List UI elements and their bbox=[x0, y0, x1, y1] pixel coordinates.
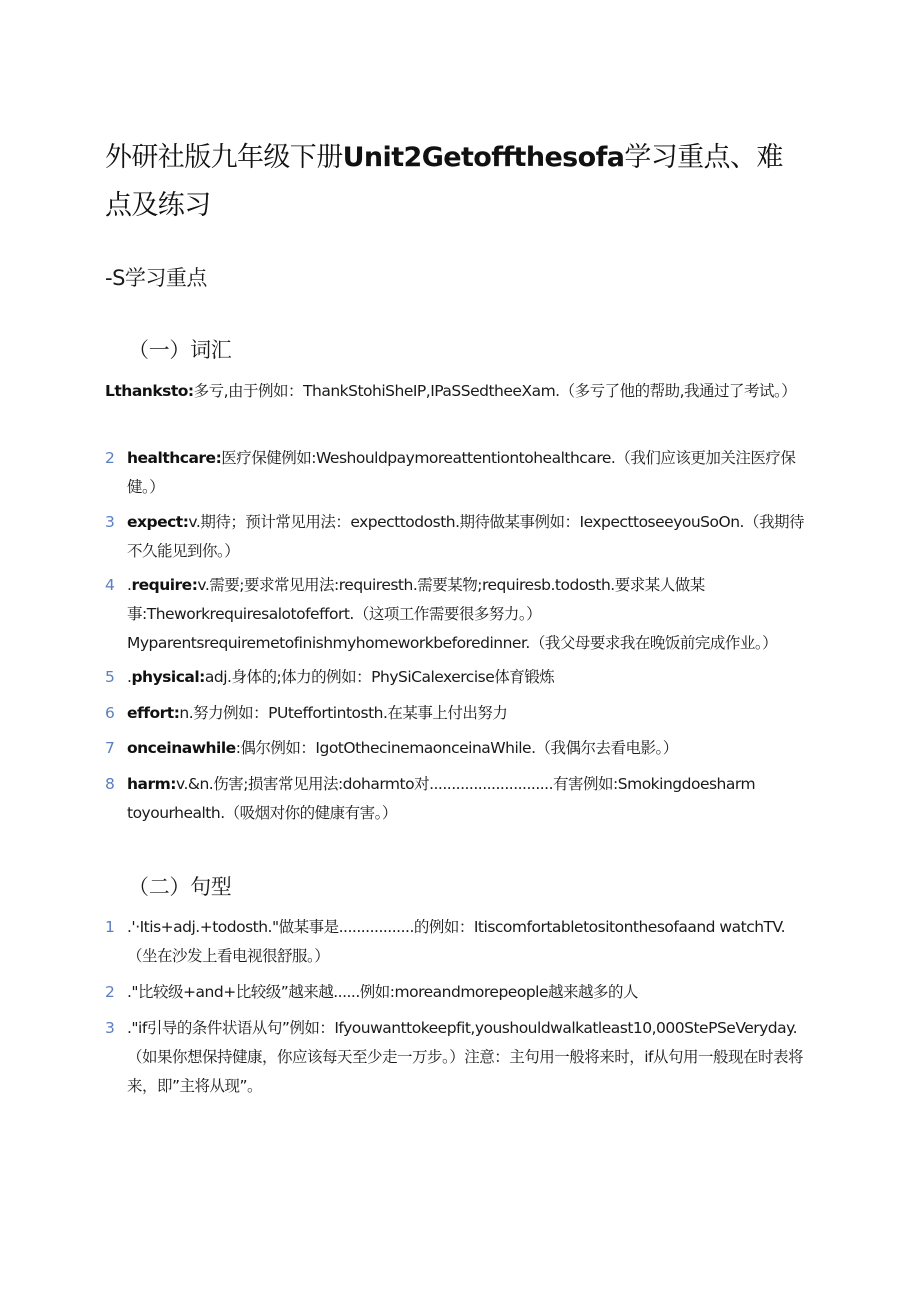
title-unit: Unit2Getoffthesofa bbox=[342, 142, 625, 173]
pattern-text: ."if引导的条件状语从句”例如：Ifyouwanttokeepfit,youshouldwalkatleast10,000StePSeVeryday.（如果你想保持健康，你应该每天至少走一万步。）注意：主句用一般将来时，if从句用一般现在时表将来，即”主将从现”。 bbox=[127, 1019, 804, 1095]
vocab-item bbox=[105, 377, 810, 406]
vocab-term: Lthanksto: bbox=[105, 382, 194, 400]
item-number: 3 bbox=[105, 513, 115, 531]
item-number: 4 bbox=[105, 576, 115, 594]
vocab-item bbox=[105, 770, 810, 828]
item-number: 2 bbox=[105, 983, 115, 1001]
vocab-term: harm: bbox=[127, 775, 176, 793]
item-number: 3 bbox=[105, 1019, 115, 1037]
item-number: 1 bbox=[105, 918, 115, 936]
vocab-item bbox=[105, 734, 810, 763]
vocab-item bbox=[105, 508, 810, 566]
pattern-text: .'·Itis+adj.+todosth."做某事是.................的例如：Itiscomfortabletositonthesofaand watchTV.（坐在沙发上看电视很舒服。） bbox=[127, 918, 786, 965]
item-number: 7 bbox=[105, 739, 115, 757]
vocab-term: effort: bbox=[127, 704, 180, 722]
pattern-item bbox=[105, 1014, 810, 1101]
document-title bbox=[105, 134, 805, 230]
vocab-text: n.努力例如：PUteffortintosth.在某事上付出努力 bbox=[179, 704, 508, 722]
title-prefix: 外研社版九年级下册 bbox=[105, 142, 343, 173]
vocab-text: :偶尔例如：IgotOthecinemaonceinaWhile.（我偶尔去看电影。） bbox=[235, 739, 678, 757]
vocab-term: expect: bbox=[127, 513, 189, 531]
title-suffix: 学习重点、难点及练习 bbox=[105, 142, 783, 221]
vocab-prefix: . bbox=[127, 668, 132, 686]
vocab-term: require: bbox=[131, 576, 198, 594]
vocab-text: 多亏,由于例如：ThankStohiSheIP,IPaSSedtheeXam.（多亏了他的帮助,我通过了考试。） bbox=[193, 382, 797, 400]
pattern-text: ."比较级+and+比较级”越来越......例如:moreandmorepeople越来越多的人 bbox=[127, 983, 639, 1001]
vocab-item bbox=[105, 663, 810, 692]
vocab-term: physical: bbox=[131, 668, 205, 686]
vocab-item bbox=[105, 571, 810, 658]
vocab-text: v.期待；预计常见用法：expecttodosth.期待做某事例如：IexpecttoseeyouSoOn.（我期待不久能见到你。） bbox=[127, 513, 804, 560]
subheading-sentence-patterns: （二）句型 bbox=[128, 875, 232, 899]
item-number: 2 bbox=[105, 449, 115, 467]
pattern-item bbox=[105, 978, 810, 1007]
vocab-text: v.需要;要求常见用法:requiresth.需要某物;requiresb.todosth.要求某人做某事:Theworkrequiresalotofeffort.（这项工作需要很多努力。）Myparentsrequiremetofinishmyhomeworkbeforedinner.（我父母要求我在晚饭前完成作业。） bbox=[127, 576, 778, 652]
vocab-term: onceinawhile bbox=[127, 739, 236, 757]
item-number: 8 bbox=[105, 775, 115, 793]
vocab-term: healthcare: bbox=[127, 449, 222, 467]
vocab-text: adj.身体的;体力的例如：PhySiCalexercise体育锻炼 bbox=[204, 668, 555, 686]
pattern-item bbox=[105, 913, 810, 971]
item-number: 5 bbox=[105, 668, 115, 686]
vocab-item bbox=[105, 444, 810, 502]
item-number: 6 bbox=[105, 704, 115, 722]
section-heading-key-points: -S学习重点 bbox=[105, 266, 207, 290]
vocab-text: 医疗保健例如:Weshouldpaymoreattentiontohealthcare.（我们应该更加关注医疗保健。） bbox=[127, 449, 796, 496]
subheading-vocabulary: （一）词汇 bbox=[128, 338, 232, 362]
vocab-item bbox=[105, 699, 810, 728]
vocab-prefix: . bbox=[127, 576, 132, 594]
vocab-text: v.&n.伤害;损害常见用法:doharmto对............................有害例如:Smokingdoesharm toyourhealth.（吸烟对你的健康有害。） bbox=[127, 775, 756, 822]
